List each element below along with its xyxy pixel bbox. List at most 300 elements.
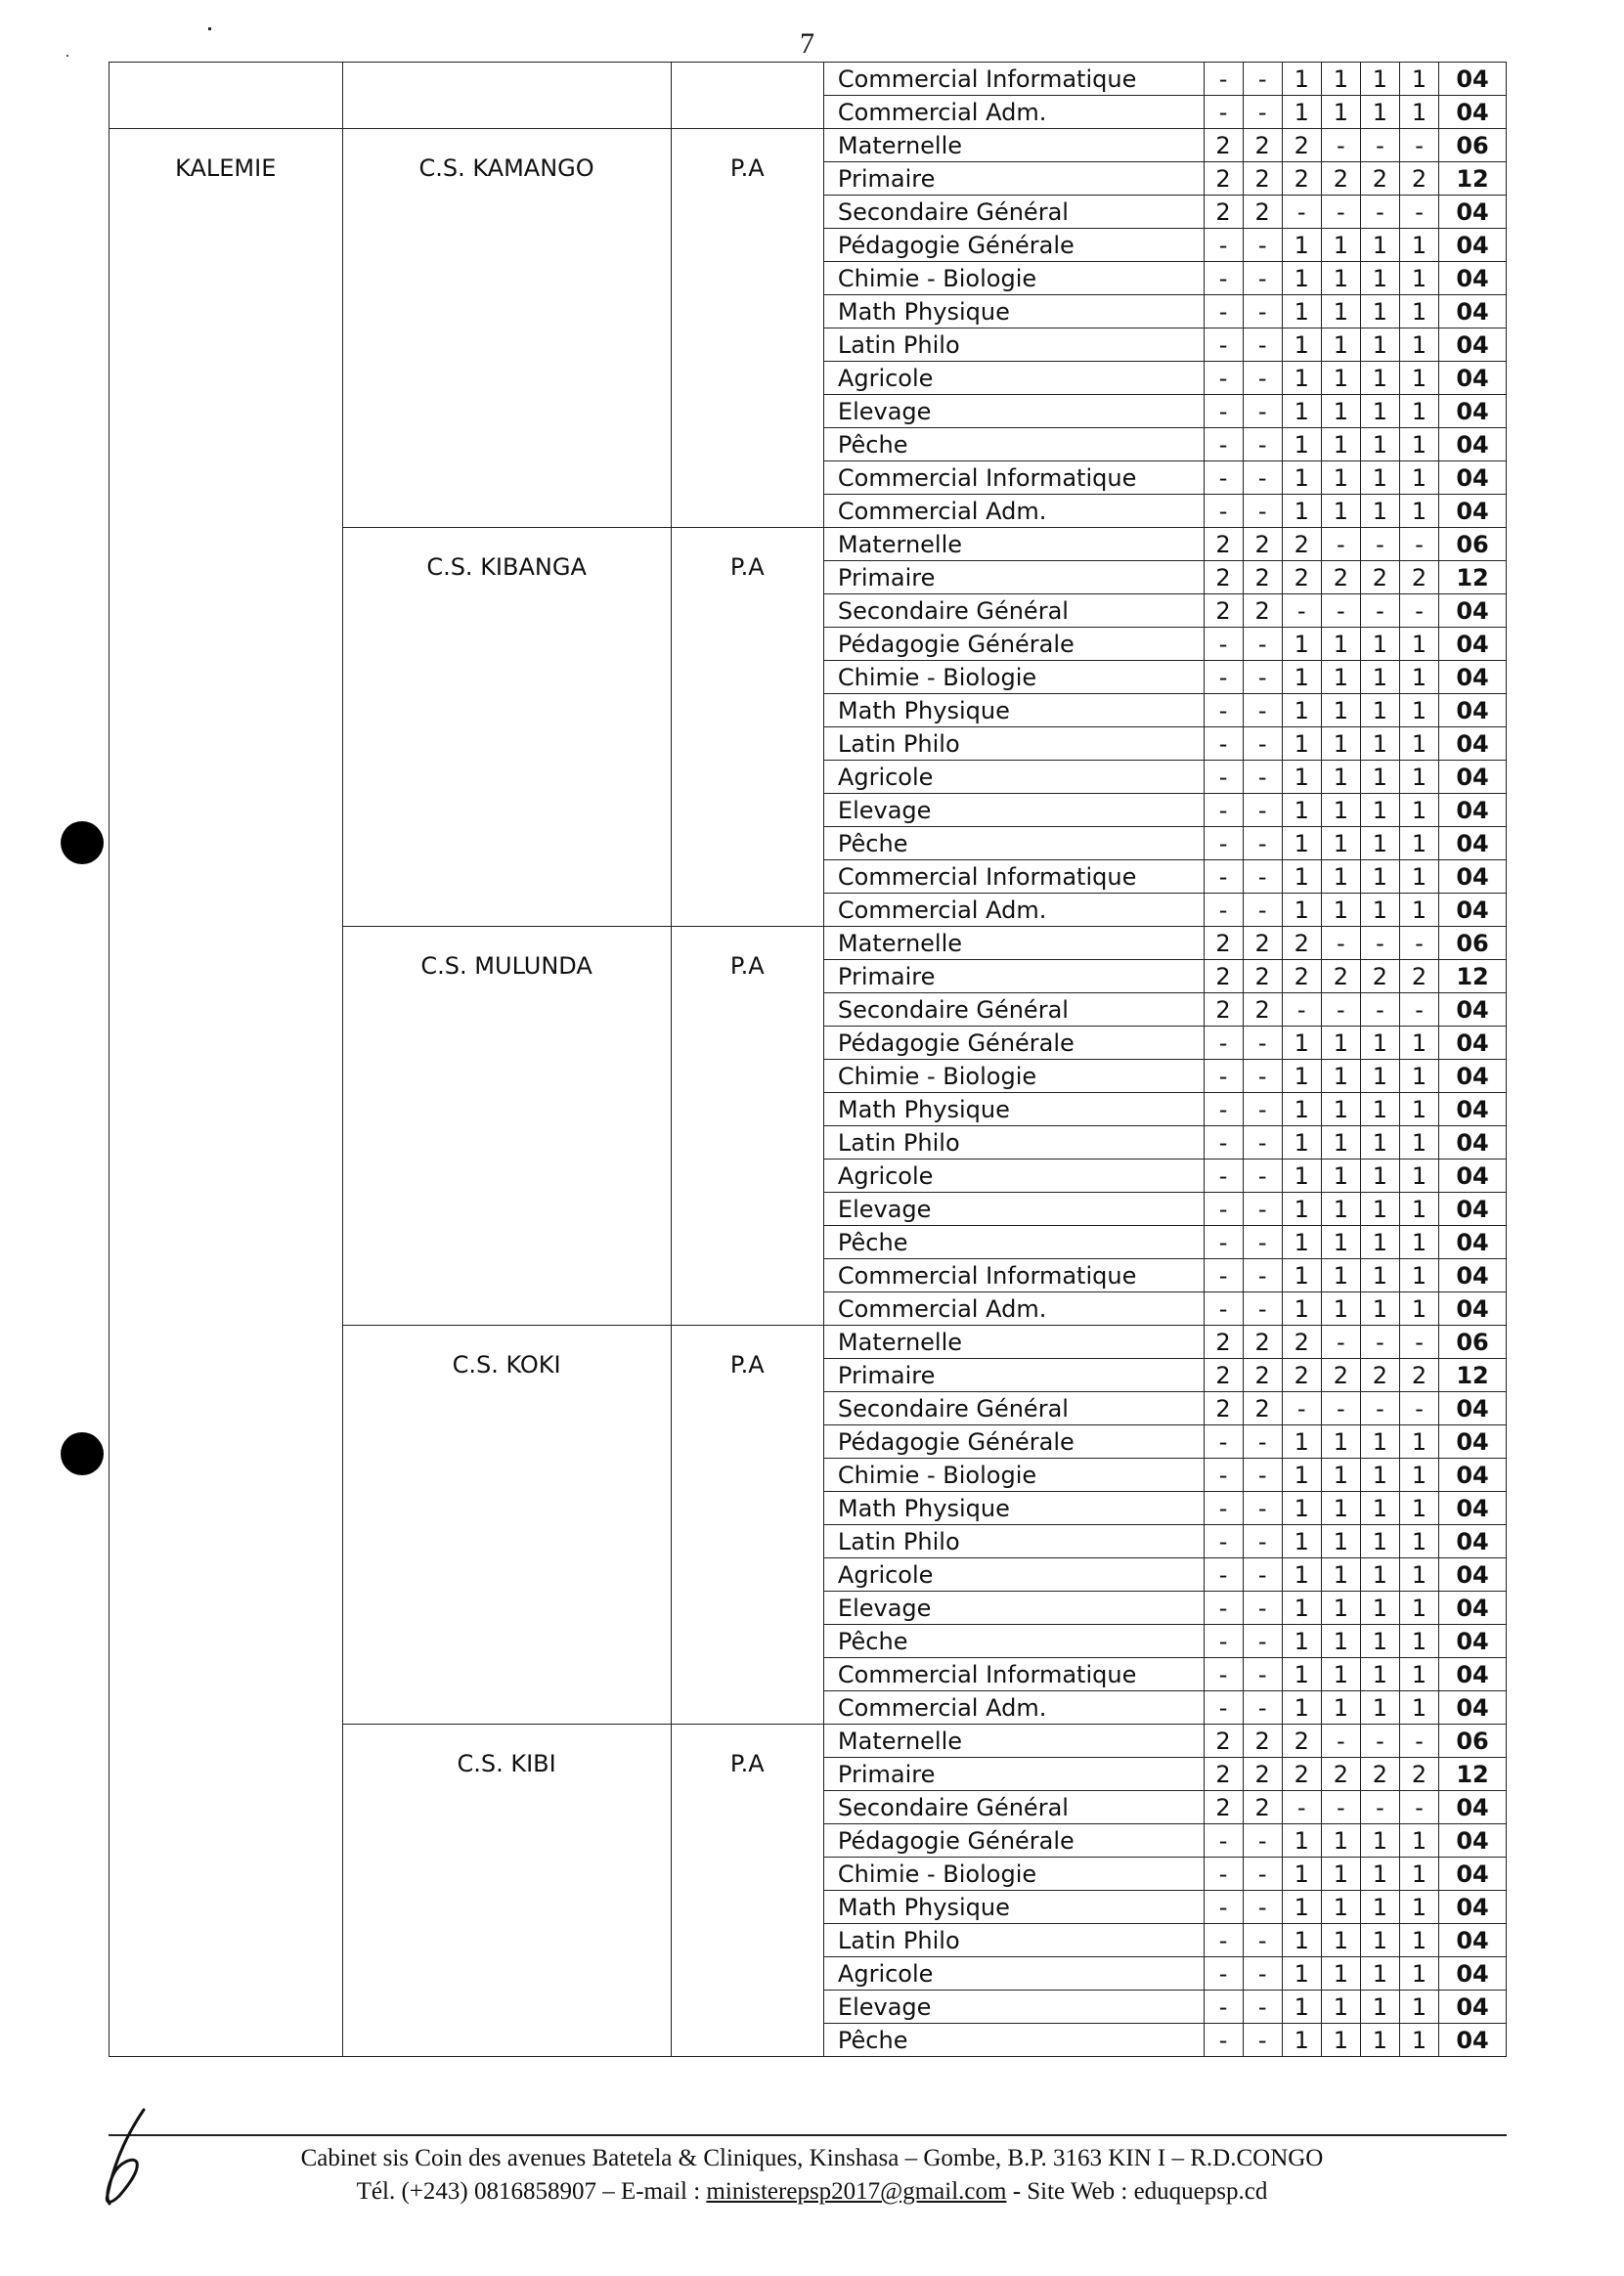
- filiere-cell: Secondaire Général: [823, 1392, 1204, 1425]
- class-count-cell: 1: [1399, 694, 1438, 727]
- class-count-cell: 1: [1399, 1027, 1438, 1060]
- class-count-cell: 2: [1399, 960, 1438, 993]
- filiere-cell: Math Physique: [823, 1891, 1204, 1924]
- total-cell: 04: [1439, 1558, 1507, 1592]
- class-count-cell: 1: [1399, 362, 1438, 395]
- class-count-cell: 2: [1204, 528, 1243, 561]
- class-count-cell: 1: [1360, 1891, 1399, 1924]
- class-count-cell: 1: [1399, 63, 1438, 96]
- class-count-cell: -: [1243, 362, 1282, 395]
- class-count-cell: 1: [1360, 1193, 1399, 1226]
- class-count-cell: -: [1204, 661, 1243, 694]
- class-count-cell: -: [1321, 528, 1360, 561]
- class-count-cell: -: [1243, 727, 1282, 761]
- class-count-cell: -: [1204, 1193, 1243, 1226]
- class-count-cell: 1: [1360, 362, 1399, 395]
- class-count-cell: -: [1243, 295, 1282, 328]
- class-count-cell: 1: [1282, 428, 1321, 461]
- class-count-cell: 1: [1282, 1891, 1321, 1924]
- filiere-cell: Secondaire Général: [823, 993, 1204, 1027]
- class-count-cell: 1: [1282, 1193, 1321, 1226]
- class-count-cell: -: [1243, 1459, 1282, 1492]
- class-count-cell: 1: [1399, 1558, 1438, 1592]
- class-count-cell: -: [1204, 1858, 1243, 1891]
- class-count-cell: 2: [1243, 960, 1282, 993]
- class-count-cell: 1: [1399, 1226, 1438, 1259]
- total-cell: 06: [1439, 1725, 1507, 1758]
- total-cell: 04: [1439, 2024, 1507, 2057]
- class-count-cell: -: [1243, 1525, 1282, 1558]
- class-count-cell: -: [1204, 1658, 1243, 1691]
- class-count-cell: -: [1204, 1691, 1243, 1725]
- filiere-cell: Pêche: [823, 2024, 1204, 2057]
- class-count-cell: -: [1360, 129, 1399, 162]
- class-count-cell: 1: [1360, 894, 1399, 927]
- class-count-cell: -: [1243, 495, 1282, 528]
- class-count-cell: -: [1243, 661, 1282, 694]
- class-count-cell: 1: [1321, 229, 1360, 262]
- class-count-cell: -: [1243, 1126, 1282, 1160]
- class-count-cell: 2: [1243, 927, 1282, 960]
- total-cell: 04: [1439, 196, 1507, 229]
- class-count-cell: 1: [1360, 1858, 1399, 1891]
- class-count-cell: 1: [1399, 262, 1438, 295]
- filiere-cell: Primaire: [823, 960, 1204, 993]
- class-count-cell: -: [1243, 894, 1282, 927]
- class-count-cell: -: [1204, 1226, 1243, 1259]
- class-count-cell: -: [1243, 761, 1282, 794]
- total-cell: 04: [1439, 594, 1507, 628]
- filiere-cell: Latin Philo: [823, 1126, 1204, 1160]
- class-count-cell: 2: [1399, 1758, 1438, 1791]
- class-count-cell: -: [1360, 1725, 1399, 1758]
- filiere-cell: Math Physique: [823, 295, 1204, 328]
- class-count-cell: 1: [1282, 661, 1321, 694]
- class-count-cell: 1: [1321, 328, 1360, 362]
- class-count-cell: -: [1243, 694, 1282, 727]
- class-count-cell: -: [1243, 1658, 1282, 1691]
- class-count-cell: 1: [1282, 727, 1321, 761]
- class-count-cell: -: [1282, 1392, 1321, 1425]
- school-type-cell: [671, 927, 823, 1326]
- class-count-cell: -: [1321, 1791, 1360, 1824]
- class-count-cell: 2: [1360, 162, 1399, 196]
- class-count-cell: 1: [1321, 1126, 1360, 1160]
- class-count-cell: 2: [1399, 162, 1438, 196]
- class-count-cell: -: [1243, 1858, 1282, 1891]
- class-count-cell: 1: [1282, 1658, 1321, 1691]
- class-count-cell: -: [1399, 1326, 1438, 1359]
- class-count-cell: 1: [1321, 727, 1360, 761]
- class-count-cell: -: [1204, 1292, 1243, 1326]
- total-cell: 04: [1439, 827, 1507, 860]
- class-count-cell: -: [1243, 428, 1282, 461]
- class-count-cell: 1: [1360, 295, 1399, 328]
- class-count-cell: 2: [1204, 960, 1243, 993]
- class-count-cell: -: [1204, 860, 1243, 894]
- filiere-cell: Pédagogie Générale: [823, 1425, 1204, 1459]
- schools-table: [109, 62, 1507, 2057]
- filiere-cell: Maternelle: [823, 1725, 1204, 1758]
- filiere-cell: Elevage: [823, 1592, 1204, 1625]
- class-count-cell: -: [1243, 1259, 1282, 1292]
- class-count-cell: 1: [1321, 1259, 1360, 1292]
- class-count-cell: 1: [1399, 1824, 1438, 1858]
- class-count-cell: 2: [1282, 162, 1321, 196]
- school-cell: [342, 1725, 671, 2057]
- class-count-cell: 1: [1360, 761, 1399, 794]
- class-count-cell: 1: [1282, 1858, 1321, 1891]
- class-count-cell: 2: [1282, 129, 1321, 162]
- class-count-cell: -: [1360, 594, 1399, 628]
- class-count-cell: -: [1243, 1093, 1282, 1126]
- class-count-cell: 2: [1204, 927, 1243, 960]
- class-count-cell: -: [1204, 1459, 1243, 1492]
- class-count-cell: 1: [1282, 1525, 1321, 1558]
- class-count-cell: 1: [1321, 1425, 1360, 1459]
- class-count-cell: -: [1399, 594, 1438, 628]
- filiere-cell: Elevage: [823, 794, 1204, 827]
- filiere-cell: Pêche: [823, 428, 1204, 461]
- school-cell-continued: [342, 63, 671, 129]
- class-count-cell: 1: [1399, 495, 1438, 528]
- class-count-cell: 2: [1321, 162, 1360, 196]
- class-count-cell: 1: [1321, 1492, 1360, 1525]
- scan-mark: [208, 27, 211, 30]
- class-count-cell: 2: [1282, 1725, 1321, 1758]
- class-count-cell: 1: [1282, 1160, 1321, 1193]
- filiere-cell: Pédagogie Générale: [823, 1027, 1204, 1060]
- class-count-cell: -: [1321, 1326, 1360, 1359]
- total-cell: 04: [1439, 1991, 1507, 2024]
- filiere-cell: Secondaire Général: [823, 1791, 1204, 1824]
- class-count-cell: -: [1360, 927, 1399, 960]
- class-count-cell: 1: [1282, 894, 1321, 927]
- class-count-cell: 1: [1399, 96, 1438, 129]
- class-count-cell: 1: [1282, 1259, 1321, 1292]
- class-count-cell: -: [1321, 1725, 1360, 1758]
- filiere-cell: Commercial Adm.: [823, 1691, 1204, 1725]
- class-count-cell: 1: [1399, 1924, 1438, 1957]
- class-count-cell: 1: [1282, 694, 1321, 727]
- class-count-cell: 1: [1399, 395, 1438, 428]
- type-cell-continued: [671, 63, 823, 129]
- class-count-cell: 1: [1360, 461, 1399, 495]
- class-count-cell: 1: [1282, 229, 1321, 262]
- total-cell: 04: [1439, 1126, 1507, 1160]
- class-count-cell: 1: [1360, 1625, 1399, 1658]
- class-count-cell: -: [1243, 1060, 1282, 1093]
- total-cell: 04: [1439, 63, 1507, 96]
- total-cell: 04: [1439, 1957, 1507, 1991]
- class-count-cell: 1: [1360, 328, 1399, 362]
- class-count-cell: 1: [1282, 1292, 1321, 1326]
- class-count-cell: 1: [1399, 1459, 1438, 1492]
- class-count-cell: 1: [1321, 1625, 1360, 1658]
- class-count-cell: -: [1204, 495, 1243, 528]
- class-count-cell: 2: [1282, 1326, 1321, 1359]
- filiere-cell: Elevage: [823, 395, 1204, 428]
- filiere-cell: Agricole: [823, 362, 1204, 395]
- filiere-cell: Elevage: [823, 1193, 1204, 1226]
- class-count-cell: -: [1243, 229, 1282, 262]
- filiere-cell: Math Physique: [823, 1492, 1204, 1525]
- class-count-cell: 1: [1399, 661, 1438, 694]
- class-count-cell: 1: [1360, 495, 1399, 528]
- class-count-cell: 1: [1360, 1492, 1399, 1525]
- filiere-cell: Primaire: [823, 1758, 1204, 1791]
- total-cell: 04: [1439, 1858, 1507, 1891]
- class-count-cell: 1: [1360, 96, 1399, 129]
- class-count-cell: -: [1204, 63, 1243, 96]
- school-type: P.A: [729, 952, 765, 980]
- class-count-cell: -: [1243, 794, 1282, 827]
- page-number: 7: [800, 27, 814, 60]
- class-count-cell: 2: [1243, 1326, 1282, 1359]
- class-count-cell: 1: [1282, 1957, 1321, 1991]
- class-count-cell: 1: [1321, 1592, 1360, 1625]
- filiere-cell: Commercial Informatique: [823, 461, 1204, 495]
- filiere-cell: Chimie - Biologie: [823, 1459, 1204, 1492]
- total-cell: 04: [1439, 229, 1507, 262]
- class-count-cell: 1: [1282, 395, 1321, 428]
- class-count-cell: 1: [1360, 1259, 1399, 1292]
- class-count-cell: -: [1204, 295, 1243, 328]
- class-count-cell: 2: [1204, 196, 1243, 229]
- class-count-cell: 2: [1204, 1326, 1243, 1359]
- filiere-cell: Elevage: [823, 1991, 1204, 2024]
- class-count-cell: 1: [1360, 694, 1399, 727]
- class-count-cell: -: [1243, 1924, 1282, 1957]
- filiere-cell: Primaire: [823, 1359, 1204, 1392]
- school-name: C.S. KOKI: [452, 1351, 561, 1379]
- class-count-cell: -: [1282, 594, 1321, 628]
- class-count-cell: 1: [1399, 860, 1438, 894]
- class-count-cell: 2: [1243, 594, 1282, 628]
- filiere-cell: Latin Philo: [823, 727, 1204, 761]
- class-count-cell: -: [1360, 993, 1399, 1027]
- class-count-cell: -: [1399, 927, 1438, 960]
- total-cell: 04: [1439, 1459, 1507, 1492]
- class-count-cell: -: [1360, 1326, 1399, 1359]
- class-count-cell: -: [1282, 993, 1321, 1027]
- class-count-cell: 1: [1282, 2024, 1321, 2057]
- class-count-cell: 1: [1321, 428, 1360, 461]
- school-cell: [342, 927, 671, 1326]
- class-count-cell: 1: [1360, 1093, 1399, 1126]
- class-count-cell: -: [1399, 1791, 1438, 1824]
- class-count-cell: 1: [1360, 860, 1399, 894]
- class-count-cell: 1: [1282, 1991, 1321, 2024]
- class-count-cell: 1: [1360, 1957, 1399, 1991]
- filiere-cell: Pédagogie Générale: [823, 1824, 1204, 1858]
- class-count-cell: 1: [1321, 362, 1360, 395]
- total-cell: 04: [1439, 628, 1507, 661]
- class-count-cell: -: [1204, 362, 1243, 395]
- school-type: P.A: [729, 1750, 765, 1777]
- class-count-cell: 1: [1321, 794, 1360, 827]
- footer-email-link[interactable]: ministerepsp2017@gmail.com: [706, 2178, 1007, 2205]
- class-count-cell: 1: [1360, 428, 1399, 461]
- class-count-cell: 1: [1399, 1292, 1438, 1326]
- filiere-cell: Agricole: [823, 761, 1204, 794]
- class-count-cell: 1: [1321, 661, 1360, 694]
- filiere-cell: Latin Philo: [823, 328, 1204, 362]
- total-cell: 04: [1439, 428, 1507, 461]
- class-count-cell: -: [1243, 1425, 1282, 1459]
- class-count-cell: 1: [1399, 894, 1438, 927]
- class-count-cell: 1: [1321, 395, 1360, 428]
- class-count-cell: 2: [1204, 561, 1243, 594]
- class-count-cell: -: [1243, 2024, 1282, 2057]
- school-name: C.S. KIBANGA: [426, 553, 587, 581]
- class-count-cell: 1: [1360, 1027, 1399, 1060]
- class-count-cell: 1: [1399, 1492, 1438, 1525]
- class-count-cell: -: [1399, 1392, 1438, 1425]
- filiere-cell: Agricole: [823, 1160, 1204, 1193]
- class-count-cell: -: [1243, 860, 1282, 894]
- class-count-cell: -: [1204, 1492, 1243, 1525]
- class-count-cell: 1: [1282, 1625, 1321, 1658]
- class-count-cell: -: [1243, 1027, 1282, 1060]
- class-count-cell: -: [1204, 328, 1243, 362]
- class-count-cell: 1: [1360, 1991, 1399, 2024]
- class-count-cell: 1: [1360, 794, 1399, 827]
- class-count-cell: 2: [1321, 1758, 1360, 1791]
- class-count-cell: -: [1243, 1691, 1282, 1725]
- class-count-cell: 1: [1321, 461, 1360, 495]
- class-count-cell: 1: [1399, 794, 1438, 827]
- class-count-cell: -: [1243, 1625, 1282, 1658]
- total-cell: 04: [1439, 1027, 1507, 1060]
- filiere-cell: Commercial Informatique: [823, 1259, 1204, 1292]
- class-count-cell: 1: [1360, 628, 1399, 661]
- class-count-cell: 2: [1204, 594, 1243, 628]
- class-count-cell: -: [1243, 1292, 1282, 1326]
- class-count-cell: 1: [1321, 860, 1360, 894]
- class-count-cell: 1: [1282, 1691, 1321, 1725]
- filiere-cell: Pédagogie Générale: [823, 628, 1204, 661]
- class-count-cell: -: [1204, 262, 1243, 295]
- total-cell: 04: [1439, 461, 1507, 495]
- total-cell: 04: [1439, 1691, 1507, 1725]
- school-cell: [342, 1326, 671, 1725]
- filiere-cell: Commercial Adm.: [823, 1292, 1204, 1326]
- filiere-cell: Pêche: [823, 1625, 1204, 1658]
- class-count-cell: -: [1243, 1824, 1282, 1858]
- table-bottom-rule: [109, 2134, 1507, 2136]
- class-count-cell: 1: [1282, 1558, 1321, 1592]
- total-cell: 04: [1439, 362, 1507, 395]
- class-count-cell: -: [1399, 1725, 1438, 1758]
- school-type: P.A: [729, 1351, 765, 1379]
- class-count-cell: 1: [1321, 1658, 1360, 1691]
- total-cell: 04: [1439, 1791, 1507, 1824]
- class-count-cell: -: [1204, 1592, 1243, 1625]
- class-count-cell: 1: [1399, 1625, 1438, 1658]
- class-count-cell: 2: [1243, 129, 1282, 162]
- class-count-cell: -: [1243, 461, 1282, 495]
- total-cell: 04: [1439, 1259, 1507, 1292]
- class-count-cell: 1: [1360, 1658, 1399, 1691]
- class-count-cell: 1: [1282, 628, 1321, 661]
- total-cell: 04: [1439, 1193, 1507, 1226]
- class-count-cell: 1: [1321, 1525, 1360, 1558]
- punch-hole: [61, 1432, 104, 1475]
- class-count-cell: 1: [1282, 262, 1321, 295]
- class-count-cell: 1: [1399, 1957, 1438, 1991]
- class-count-cell: -: [1204, 827, 1243, 860]
- class-count-cell: -: [1204, 1891, 1243, 1924]
- class-count-cell: 1: [1360, 1160, 1399, 1193]
- filiere-cell: Math Physique: [823, 694, 1204, 727]
- province-cell: [110, 129, 343, 2057]
- class-count-cell: 1: [1321, 1060, 1360, 1093]
- school-type-cell: [671, 1725, 823, 2057]
- class-count-cell: 2: [1204, 1359, 1243, 1392]
- class-count-cell: 1: [1360, 1126, 1399, 1160]
- footer-phone: Tél. (+243) 0816858907 – E-mail :: [356, 2178, 707, 2205]
- class-count-cell: -: [1243, 328, 1282, 362]
- class-count-cell: 1: [1282, 860, 1321, 894]
- filiere-cell: Primaire: [823, 561, 1204, 594]
- class-count-cell: 1: [1399, 328, 1438, 362]
- class-count-cell: 2: [1204, 129, 1243, 162]
- class-count-cell: 1: [1321, 1160, 1360, 1193]
- class-count-cell: 2: [1243, 528, 1282, 561]
- total-cell: 04: [1439, 1425, 1507, 1459]
- class-count-cell: 1: [1321, 761, 1360, 794]
- class-count-cell: 1: [1321, 1558, 1360, 1592]
- class-count-cell: -: [1321, 927, 1360, 960]
- class-count-cell: 1: [1399, 1160, 1438, 1193]
- class-count-cell: 2: [1360, 1758, 1399, 1791]
- class-count-cell: 1: [1282, 794, 1321, 827]
- class-count-cell: 1: [1399, 628, 1438, 661]
- class-count-cell: -: [1243, 1492, 1282, 1525]
- class-count-cell: 2: [1243, 993, 1282, 1027]
- total-cell: 04: [1439, 1658, 1507, 1691]
- class-count-cell: 1: [1321, 495, 1360, 528]
- school-type-cell: [671, 1326, 823, 1725]
- class-count-cell: 2: [1399, 561, 1438, 594]
- class-count-cell: 1: [1399, 827, 1438, 860]
- class-count-cell: 1: [1321, 1292, 1360, 1326]
- class-count-cell: 1: [1399, 1991, 1438, 2024]
- class-count-cell: -: [1204, 1957, 1243, 1991]
- class-count-cell: 2: [1243, 1758, 1282, 1791]
- class-count-cell: -: [1321, 594, 1360, 628]
- class-count-cell: 1: [1360, 1226, 1399, 1259]
- class-count-cell: 1: [1399, 1259, 1438, 1292]
- total-cell: 04: [1439, 1625, 1507, 1658]
- class-count-cell: 1: [1399, 1193, 1438, 1226]
- total-cell: 04: [1439, 993, 1507, 1027]
- class-count-cell: -: [1399, 129, 1438, 162]
- total-cell: 12: [1439, 960, 1507, 993]
- school-name: C.S. KIBI: [457, 1750, 556, 1777]
- class-count-cell: 1: [1399, 1126, 1438, 1160]
- filiere-cell: Pêche: [823, 1226, 1204, 1259]
- class-count-cell: -: [1321, 196, 1360, 229]
- class-count-cell: -: [1204, 1824, 1243, 1858]
- class-count-cell: 1: [1360, 262, 1399, 295]
- class-count-cell: 1: [1399, 1060, 1438, 1093]
- class-count-cell: 1: [1360, 1525, 1399, 1558]
- class-count-cell: 1: [1282, 1226, 1321, 1259]
- class-count-cell: -: [1204, 461, 1243, 495]
- province-cell-continued: [110, 63, 343, 129]
